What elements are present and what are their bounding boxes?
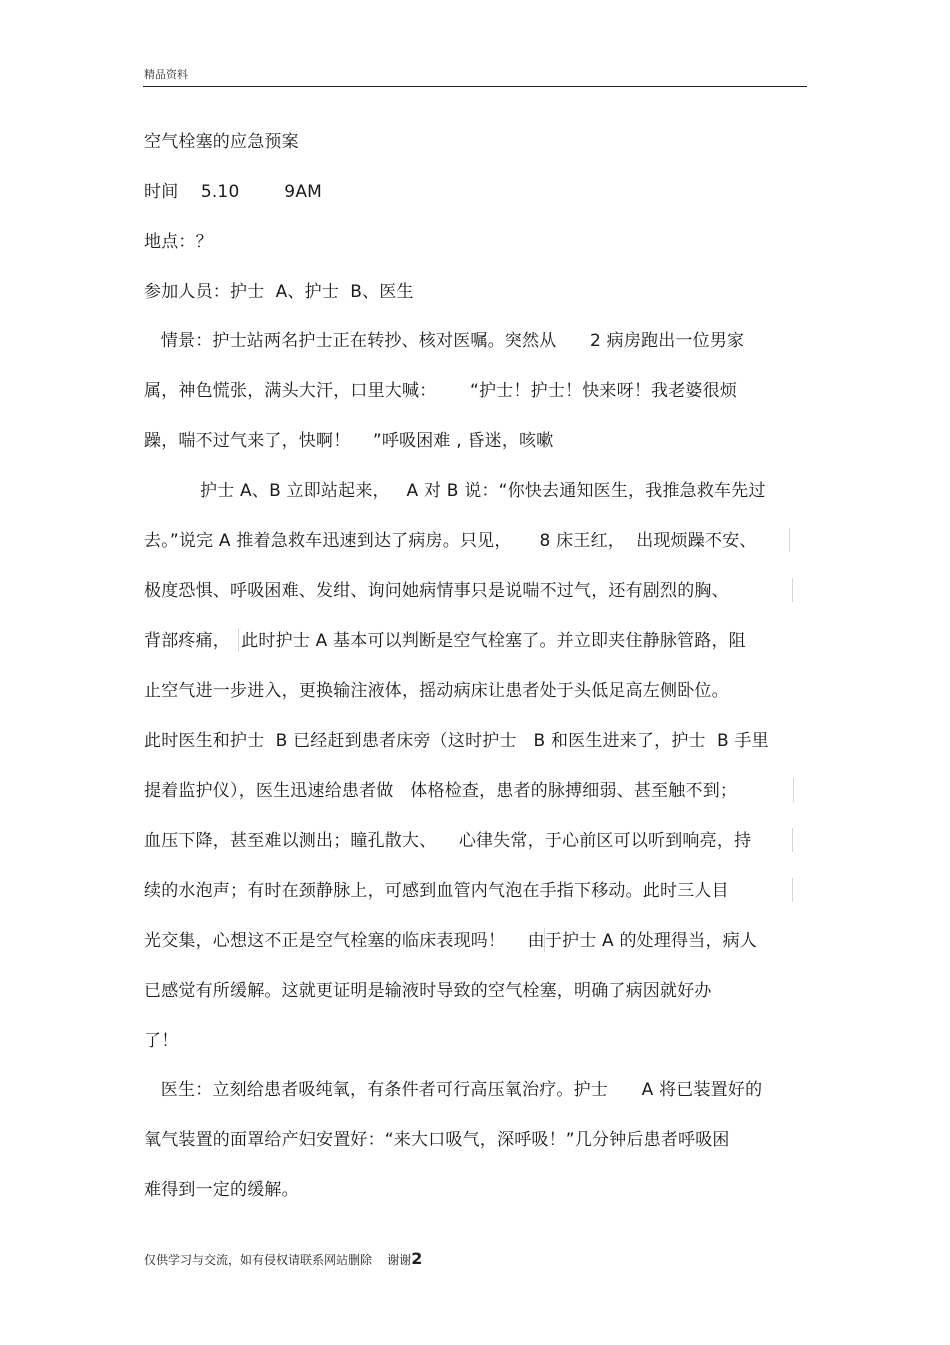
scan-artifact-line <box>789 528 790 552</box>
body-line: 躁，喘不过气来了，快啊！ ”呼吸困难 , 昏迷，咳嗽 <box>144 431 554 451</box>
scan-artifact-line <box>238 628 239 652</box>
header-label: 精品资料 <box>144 68 188 81</box>
body-line: 续的水泡声；有时在颈静脉上，可感到血管内气泡在手指下移动。此时三人目 <box>144 881 729 901</box>
body-line: 血压下降，甚至难以测出；瞳孔散大、 心律失常，于心前区可以听到响亮，持 <box>144 831 752 851</box>
body-line: 已感觉有所缓解。这就更证明是输液时导致的空气栓塞，明确了病因就好办 <box>144 981 712 1001</box>
body-line: 难得到一定的缓解。 <box>144 1180 299 1200</box>
place-line: 地点：？ <box>144 232 213 252</box>
body-line: 护士 A、B 立即站起来， A 对 B 说：“你快去通知医生，我推急救车先过 <box>144 481 766 501</box>
body-line: 止空气进一步进入，更换输注液体，摇动病床让患者处于头低足高左侧卧位。 <box>144 681 729 701</box>
scan-artifact-line <box>792 878 793 902</box>
footer-text: 仅供学习与交流，如有侵权请联系网站删除 谢谢 <box>144 1253 412 1267</box>
body-line: 提着监护仪），医生迅速给患者做 体格检查，患者的脉搏细弱、甚至触不到； <box>144 781 738 801</box>
body-line: 氧气装置的面罩给产妇安置好：“来大口吸气，深呼吸！”几分钟后患者呼吸困 <box>144 1130 730 1150</box>
body-line: 去。”说完 A 推着急救车迅速到达了病房。只见， 8 床王红， 出现烦躁不安、 <box>144 531 757 551</box>
scan-artifact-line <box>793 778 794 802</box>
document-title: 空气栓塞的应急预案 <box>144 132 299 152</box>
body-line: 极度恐惧、呼吸困难、发绀、询问她病情事只是说喘不过气，还有剧烈的胸、 <box>144 581 729 601</box>
body-line: 背部疼痛， 此时护士 A 基本可以判断是空气栓塞了。并立即夹住静脉管路，阻 <box>144 631 746 651</box>
scan-artifact-line <box>544 928 545 952</box>
body-line: 此时医生和护士 B 已经赶到患者床旁（这时护士 B 和医生进来了，护士 B 手里 <box>144 731 769 751</box>
page-number: 2 <box>411 1249 423 1268</box>
body-line: 医生：立刻给患者吸纯氧，有条件者可行高压氧治疗。护士 A 将已装置好的 <box>144 1080 763 1100</box>
time-line: 时间 5.10 9AM <box>144 182 323 202</box>
body-line: 光交集，心想这不正是空气栓塞的临床表现吗！ 由于护士 A 的处理得当，病人 <box>144 931 758 951</box>
body-line: 属，神色慌张，满头大汗，口里大喊： “护士！护士！快来呀！我老婆很烦 <box>144 381 738 401</box>
body-line: 了！ <box>144 1031 179 1051</box>
participants-line: 参加人员：护士 A、护士 B、医生 <box>144 282 414 302</box>
body-line: 情景：护士站两名护士正在转抄、核对医嘱。突然从 2 病房跑出一位男家 <box>144 331 745 351</box>
scan-artifact-line <box>792 578 793 602</box>
footer <box>144 1249 422 1268</box>
header-rule <box>143 86 807 87</box>
scan-artifact-line <box>792 828 793 852</box>
